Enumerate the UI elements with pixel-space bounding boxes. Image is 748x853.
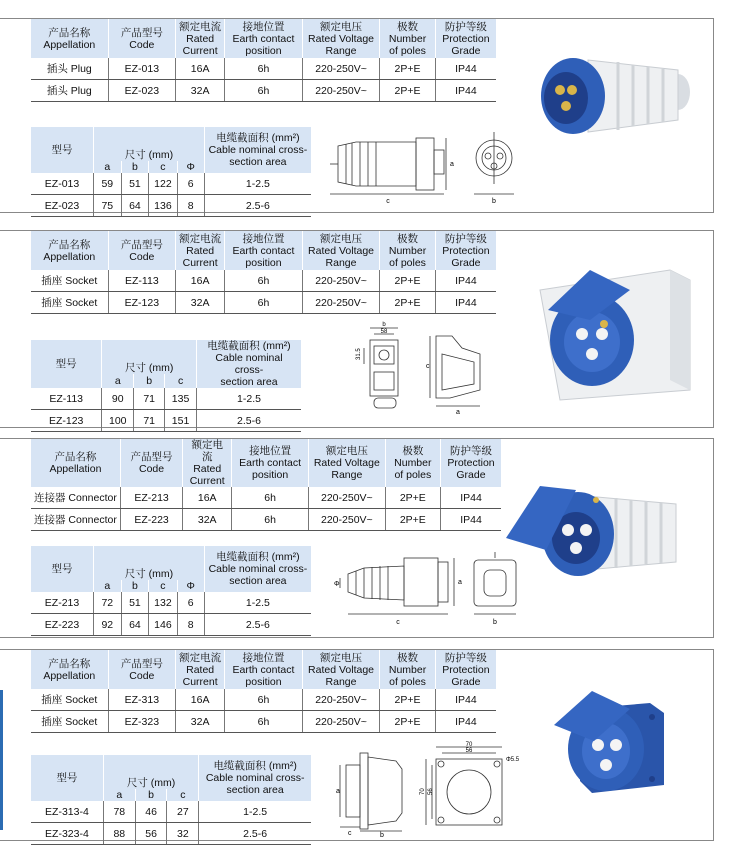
cell-code: EZ-013: [108, 58, 175, 80]
cell-cable: 2.5-6: [204, 195, 311, 217]
col-phi: Φ: [177, 580, 204, 592]
col-appellation: 产品名称 Appellation: [31, 650, 108, 689]
cell-c: 136: [149, 195, 177, 217]
cell-cable: 1-2.5: [199, 801, 311, 823]
cell-earth: 6h: [232, 487, 309, 509]
cell-a: 100: [102, 410, 134, 432]
cell-model: EZ-023: [31, 195, 94, 217]
col-c: c: [167, 789, 199, 801]
cell-b: 64: [121, 614, 149, 636]
table-row: [31, 823, 311, 845]
table-row: [31, 292, 496, 314]
dim-label-b: b: [382, 322, 386, 328]
cell-earth: 6h: [225, 689, 303, 711]
table-row: [31, 173, 311, 195]
col-b: b: [121, 161, 149, 173]
col-cable: 电缆截面积 (mm²) Cable nominal cross- section area: [196, 340, 301, 388]
section-connector: [0, 430, 748, 640]
col-c: c: [149, 161, 177, 173]
col-b: b: [121, 580, 149, 592]
cell-c: 132: [149, 592, 177, 614]
product-table: [31, 231, 496, 314]
table-row: [31, 592, 311, 614]
cell-poles: 2P+E: [380, 711, 436, 733]
cell-current: 32A: [176, 80, 225, 102]
dim-label-c: c: [348, 830, 352, 837]
col-earth: 接地位置 Earth contact position: [225, 231, 303, 270]
cell-current: 16A: [176, 270, 225, 292]
dim-label-b: b: [492, 198, 496, 205]
dim-label-a: a: [336, 788, 340, 795]
col-code: 产品型号 Code: [108, 19, 175, 58]
product-table: [31, 650, 496, 733]
col-protection: 防护等级 Protection Grade: [440, 439, 501, 487]
cell-current: 16A: [176, 689, 225, 711]
cell-code: EZ-113: [108, 270, 175, 292]
col-code: 产品型号 Code: [108, 650, 175, 689]
dim-label-70: 70: [420, 788, 426, 795]
dim-label-phi: Φ: [334, 581, 340, 588]
col-a: a: [94, 161, 122, 173]
col-poles: 极数 Number of poles: [380, 231, 436, 270]
cell-name: 插头 Plug: [31, 58, 108, 80]
cell-current: 16A: [176, 58, 225, 80]
cell-current: 16A: [183, 487, 232, 509]
table-row: [31, 270, 496, 292]
cell-cable: 1-2.5: [204, 592, 311, 614]
col-protection: 防护等级 Protection Grade: [435, 19, 496, 58]
cell-name: 插座 Socket: [31, 270, 108, 292]
cell-b: 51: [121, 173, 149, 195]
col-size: 尺寸 (mm): [94, 546, 205, 580]
cell-model: EZ-323-4: [31, 823, 103, 845]
cell-code: EZ-213: [120, 487, 182, 509]
col-code: 产品型号 Code: [108, 231, 175, 270]
col-appellation: 产品名称 Appellation: [31, 231, 108, 270]
col-earth: 接地位置 Earth contact position: [232, 439, 309, 487]
col-poles: 极数 Number of poles: [380, 19, 436, 58]
cell-a: 92: [94, 614, 122, 636]
cell-cable: 2.5-6: [204, 614, 311, 636]
table-row: [31, 80, 496, 102]
col-current: 额定电流 Rated Current: [183, 439, 232, 487]
col-voltage: 额定电压 Rated Voltage Range: [302, 650, 379, 689]
accent-bar: [0, 690, 3, 830]
col-model: 型号: [31, 340, 102, 388]
cell-earth: 6h: [225, 711, 303, 733]
cell-c: 151: [165, 410, 197, 432]
cell-model: EZ-313-4: [31, 801, 103, 823]
table-row: [31, 614, 311, 636]
cell-cable: 1-2.5: [196, 388, 301, 410]
table-row: [31, 689, 496, 711]
table-row: [31, 58, 496, 80]
plug-photo: [528, 40, 708, 160]
cell-c: 27: [167, 801, 199, 823]
cell-code: EZ-313: [108, 689, 175, 711]
cell-protection: IP44: [440, 509, 501, 531]
cell-earth: 6h: [225, 80, 303, 102]
dim-label-70: 70: [465, 742, 473, 748]
panel-socket-photo: [540, 685, 680, 805]
col-cable: 电缆截面积 (mm²) Cable nominal cross- section area: [204, 127, 311, 173]
cell-name: 插座 Socket: [31, 292, 108, 314]
cell-model: EZ-223: [31, 614, 94, 636]
cell-a: 90: [102, 388, 134, 410]
col-a: a: [94, 580, 122, 592]
cell-code: EZ-323: [108, 711, 175, 733]
col-c: c: [165, 374, 197, 388]
cell-c: 122: [149, 173, 177, 195]
dimension-table: [31, 755, 311, 845]
cell-b: 56: [135, 823, 167, 845]
dim-label-56: 56: [465, 748, 473, 754]
dim-label-a: a: [450, 161, 454, 168]
col-current: 额定电流 Rated Current: [176, 19, 225, 58]
cell-a: 75: [94, 195, 122, 217]
col-model: 型号: [31, 546, 94, 592]
dimension-table: [31, 340, 301, 432]
cell-c: 146: [149, 614, 177, 636]
cell-b: 46: [135, 801, 167, 823]
connector-photo: [506, 470, 696, 590]
cell-current: 32A: [176, 292, 225, 314]
col-c: c: [149, 580, 177, 592]
col-current: 额定电流 Rated Current: [176, 231, 225, 270]
cell-code: EZ-123: [108, 292, 175, 314]
col-cable: 电缆截面积 (mm²) Cable nominal cross- section area: [199, 755, 311, 801]
cell-b: 71: [134, 410, 165, 432]
dim-label-b: b: [493, 619, 497, 626]
cell-cable: 1-2.5: [204, 173, 311, 195]
cell-phi: 8: [177, 614, 204, 636]
cell-earth: 6h: [225, 292, 303, 314]
product-table: [31, 439, 501, 531]
connector-drawing: [334, 548, 534, 628]
cell-current: 32A: [176, 711, 225, 733]
col-protection: 防护等级 Protection Grade: [435, 650, 496, 689]
dim-label-56: 56: [428, 788, 434, 795]
cell-name: 连接器 Connector: [31, 487, 120, 509]
col-earth: 接地位置 Earth contact position: [225, 650, 303, 689]
cell-c: 32: [167, 823, 199, 845]
cell-poles: 2P+E: [385, 509, 440, 531]
cell-protection: IP44: [435, 711, 496, 733]
col-model: 型号: [31, 127, 94, 173]
cell-earth: 6h: [232, 509, 309, 531]
col-poles: 极数 Number of poles: [380, 650, 436, 689]
cell-b: 64: [121, 195, 149, 217]
dim-label-hole: Φ5.5: [506, 757, 520, 763]
cell-name: 插头 Plug: [31, 80, 108, 102]
cell-protection: IP44: [435, 80, 496, 102]
table-row: [31, 195, 311, 217]
table-row: [31, 487, 501, 509]
cell-name: 插座 Socket: [31, 711, 108, 733]
col-voltage: 额定电压 Rated Voltage Range: [309, 439, 386, 487]
socket-drawing: [350, 320, 500, 416]
cell-voltage: 220-250V~: [302, 711, 379, 733]
cell-current: 32A: [183, 509, 232, 531]
cell-poles: 2P+E: [385, 487, 440, 509]
cell-poles: 2P+E: [380, 58, 436, 80]
section-socket: [0, 220, 748, 428]
table-row: [31, 801, 311, 823]
col-model: 型号: [31, 755, 103, 801]
cell-a: 88: [103, 823, 135, 845]
col-earth: 接地位置 Earth contact position: [225, 19, 303, 58]
col-a: a: [103, 789, 135, 801]
col-size: 尺寸 (mm): [103, 755, 198, 789]
col-protection: 防护等级 Protection Grade: [435, 231, 496, 270]
col-voltage: 额定电压 Rated Voltage Range: [302, 19, 379, 58]
cell-phi: 6: [177, 173, 204, 195]
cell-earth: 6h: [225, 58, 303, 80]
cell-protection: IP44: [435, 58, 496, 80]
table-row: [31, 509, 501, 531]
dim-label-c: c: [426, 363, 430, 370]
cell-earth: 6h: [225, 270, 303, 292]
cell-b: 71: [134, 388, 165, 410]
plug-drawing: [326, 128, 526, 206]
cell-b: 51: [121, 592, 149, 614]
cell-name: 连接器 Connector: [31, 509, 120, 531]
cell-protection: IP44: [440, 487, 501, 509]
cell-model: EZ-123: [31, 410, 102, 432]
col-size: 尺寸 (mm): [94, 127, 205, 161]
socket-photo: [520, 250, 700, 410]
col-appellation: 产品名称 Appellation: [31, 19, 108, 58]
dimension-table: [31, 546, 311, 636]
col-b: b: [135, 789, 167, 801]
product-table: [31, 19, 496, 102]
cell-a: 72: [94, 592, 122, 614]
cell-poles: 2P+E: [380, 270, 436, 292]
col-current: 额定电流 Rated Current: [176, 650, 225, 689]
cell-model: EZ-213: [31, 592, 94, 614]
cell-poles: 2P+E: [380, 292, 436, 314]
cell-code: EZ-023: [108, 80, 175, 102]
cell-c: 135: [165, 388, 197, 410]
cell-model: EZ-013: [31, 173, 94, 195]
dim-label-a: a: [456, 409, 460, 416]
dim-label-c: c: [396, 619, 400, 626]
cell-voltage: 220-250V~: [302, 80, 379, 102]
cell-cable: 2.5-6: [199, 823, 311, 845]
cell-poles: 2P+E: [380, 80, 436, 102]
cell-protection: IP44: [435, 270, 496, 292]
col-poles: 极数 Number of poles: [385, 439, 440, 487]
col-voltage: 额定电压 Rated Voltage Range: [302, 231, 379, 270]
col-phi: Φ: [177, 161, 204, 173]
cell-protection: IP44: [435, 292, 496, 314]
cell-cable: 2.5-6: [196, 410, 301, 432]
dim-label-58: 58: [380, 329, 388, 335]
cell-model: EZ-113: [31, 388, 102, 410]
col-cable: 电缆截面积 (mm²) Cable nominal cross- section area: [204, 546, 311, 592]
table-row: [31, 410, 301, 432]
cell-voltage: 220-250V~: [302, 58, 379, 80]
col-a: a: [102, 374, 134, 388]
cell-voltage: 220-250V~: [309, 487, 386, 509]
section-panel-socket: [0, 645, 748, 853]
col-appellation: 产品名称 Appellation: [31, 439, 120, 487]
col-code: 产品型号 Code: [120, 439, 182, 487]
col-size: 尺寸 (mm): [102, 340, 197, 374]
cell-a: 59: [94, 173, 122, 195]
cell-phi: 8: [177, 195, 204, 217]
cell-protection: IP44: [435, 689, 496, 711]
cell-code: EZ-223: [120, 509, 182, 531]
panel-socket-drawing: [326, 741, 546, 837]
cell-phi: 6: [177, 592, 204, 614]
dim-label-31-5: 31.5: [356, 348, 362, 360]
cell-voltage: 220-250V~: [309, 509, 386, 531]
cell-voltage: 220-250V~: [302, 270, 379, 292]
dim-label-a: a: [458, 579, 462, 586]
section-plug: [0, 0, 748, 212]
dim-label-c: c: [386, 198, 390, 205]
cell-voltage: 220-250V~: [302, 292, 379, 314]
dimension-table: [31, 127, 311, 217]
table-row: [31, 388, 301, 410]
cell-poles: 2P+E: [380, 689, 436, 711]
table-row: [31, 711, 496, 733]
col-b: b: [134, 374, 165, 388]
cell-voltage: 220-250V~: [302, 689, 379, 711]
cell-a: 78: [103, 801, 135, 823]
dim-label-b: b: [380, 832, 384, 837]
cell-name: 插座 Socket: [31, 689, 108, 711]
